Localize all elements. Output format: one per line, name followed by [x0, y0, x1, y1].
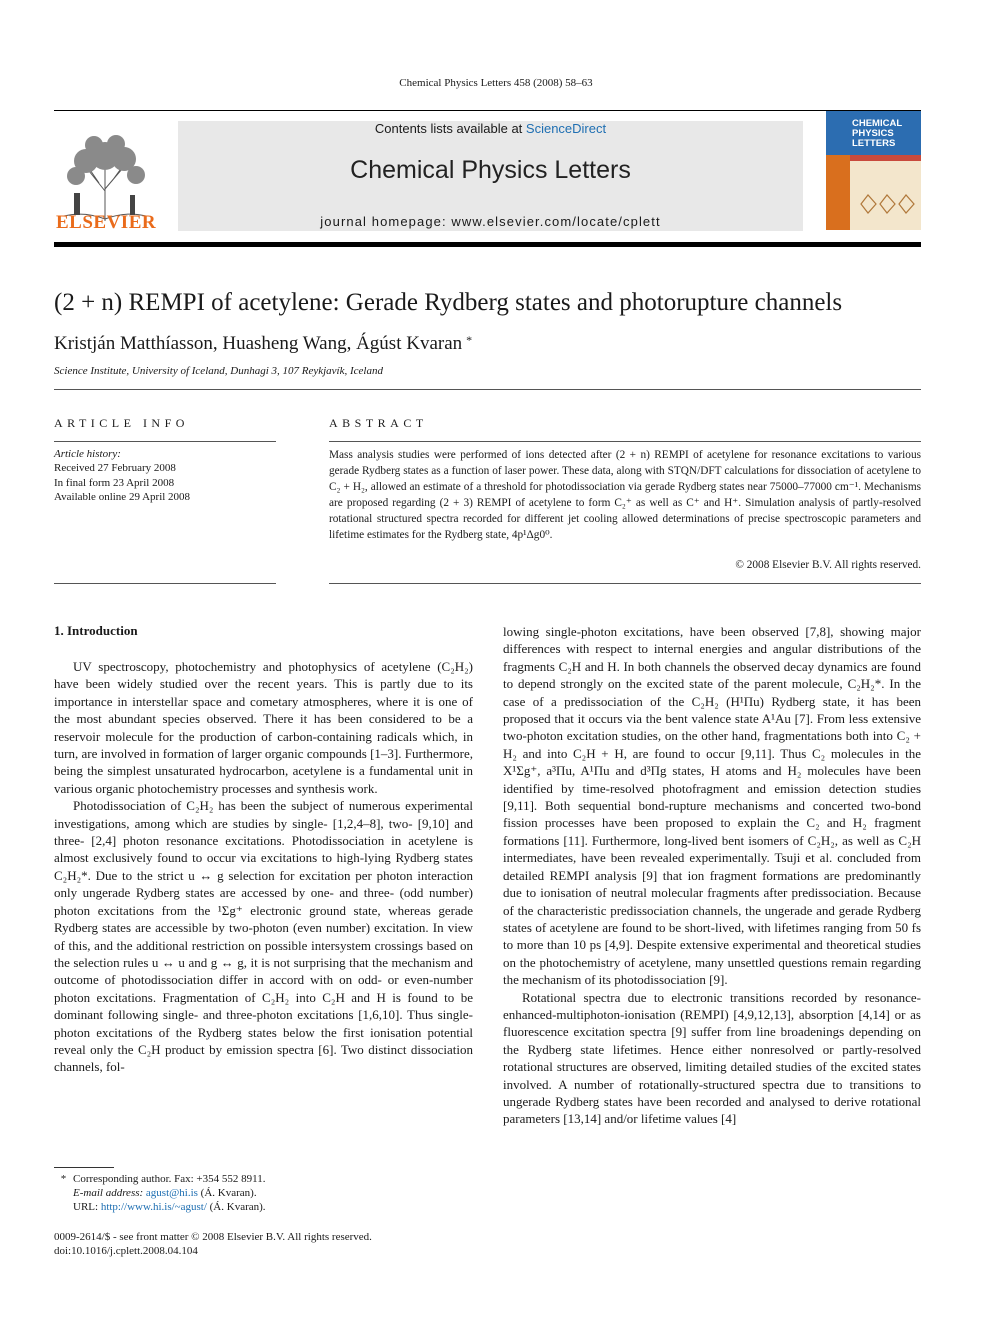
header-top-rule	[54, 110, 921, 111]
article-identifiers	[54, 1230, 372, 1258]
doi-line[interactable]: doi:10.1016/j.cplett.2008.04.104	[54, 1245, 198, 1258]
email-suffix: (Á. Kvaran).	[197, 1187, 257, 1200]
article-authors	[54, 333, 472, 355]
divider-abstract-bottom	[329, 583, 921, 584]
homepage-link[interactable]: http://www.hi.is/~agust/	[100, 1201, 207, 1214]
paragraph: Rotational spectra due to electronic transitions recorded by resonance-enhanced-multiphoton-ionisation (REMPI) [4,9,12,13], absorption [4,14] or as fluorescence excitation spectra [9] suffer from line broadenings depending on the Rydberg state lifetimes. Hence either nonresolved or partly-resolved rotational structures are observed, limiting detailed studies of the excited states involved. A number of rotationally-structured spectra due to transitions to ungerade Rydberg states have been recorded and analysed to derive rotational parameters [13,14] and/or lifetime values [4]	[503, 989, 921, 1127]
paragraph: UV spectroscopy, photochemistry and photophysics of acetylene (C₂H₂) have been widely studied over the recent years. This is partly due to its importance in interstellar space and cometary atmospheres, where it is one of the most abundant species observed. There it has been considered to be a reservoir molecule for the production of carbon-containing radicals which, in turn, are involved in formation of larger organic compounds [1–3]. Furthermore, being the simplest unsaturated hydrocarbon, acetylene is a fundamental unit in various organic photochemistry processes and synthesis work.	[54, 659, 473, 796]
author-affiliation: Science Institute, University of Iceland, Dunhagi 3, 107 Reykjavík, Iceland	[54, 365, 383, 377]
history-revised: In final form 23 April 2008	[54, 476, 175, 489]
publisher-wordmark: ELSEVIER	[56, 212, 157, 233]
issn-line: 0009-2614/$ - see front matter © 2008 Elsevier B.V. All rights reserved.	[54, 1231, 372, 1243]
footnote-rule	[54, 1167, 114, 1168]
paragraph: Photodissociation of C₂H₂ has been the subject of numerous experimental investigations, among which are studies by single- [1,2,4–8], two- [9,10] and three- [2,4] photon resonance excitations. Photodissociation in acetylene is almost exclusively found to occur via excitations to high-lying Rydberg states C₂H₂*. Due to the strict u ↔ g selection for excitation per photon interaction only ungerade Rydberg states are accessed by one- and three- (odd number) photon excitations from the ¹Σg⁺ electronic ground state, whereas gerade Rydberg states are accessible by two-photon (even number) excitation. In view of this, and the additional restriction on possible intersystem crossings based on the selection rules u ↔ u and g ↔ g, it is not surprising that the mechanism and outcome of photodissociation differ in accord with on odd- or even-number photon excitations. Fragmentation of C₂H₂ into C₂H and H is found to be dominant following single- and three-photon excitations [1,6,10]. Thus single-photon excitations of the Rydberg states below the first ionisation potential reveal only the C₂H product by emission spectra [6]. Two distinct dissociation channels, fol-	[54, 798, 473, 1075]
corresponding-author-footnote: * Corresponding author. Fax: +354 552 8911. E-mail address: agust@hi.is (Á. Kvaran). URL: http://www.hi.is/~agust/ (Á. Kvaran).	[60, 1173, 266, 1214]
history-received: Received 27 February 2008	[54, 462, 176, 475]
author-list: Kristján Matthíasson, Huasheng Wang, Ágúst Kvaran	[54, 333, 463, 354]
article-info-heading: ARTICLE INFO	[54, 416, 189, 430]
url-label: URL:	[73, 1201, 101, 1214]
divider-abstract	[329, 441, 921, 442]
divider-top	[54, 389, 921, 390]
footnote-fax: Corresponding author. Fax: +354 552 8911.	[73, 1173, 266, 1185]
abstract-heading: ABSTRACT	[329, 416, 428, 430]
cover-line-3: LETTERS	[852, 138, 896, 149]
journal-cover-image	[826, 111, 921, 230]
contents-prefix: Contents lists available at	[374, 121, 526, 136]
section-heading-introduction: 1. Introduction	[54, 623, 138, 638]
history-label: Article history:	[54, 448, 121, 460]
cover-orange-band	[826, 155, 850, 230]
email-link[interactable]: agust@hi.is	[145, 1187, 198, 1200]
article-title: (2 + n) REMPI of acetylene: Gerade Rydberg states and photorupture channels	[54, 289, 843, 316]
paragraph: lowing single-photon excitations, have been observed [7,8], showing major differences with respect to internal energies and angular distributions of the fragments C₂H and H. In both channels the observed decay dynamics are found to depend strongly on the excited state of the parent molecule, C₂H₂*. In the case of a predissociation of the C₂H₂ (H¹Πu) Rydberg state, it has been proposed that it occurs via the bent valence state A¹Au [7]. From less extensive two-photon excitation studies, on the other hand, fragmentations both into C₂ + H₂ and into C₂H + H, are found to occur [9,11]. Thus C₂ molecules in the X¹Σg⁺, a³Πu, A¹Πu and d³Πg states, H atoms and H₂ molecules have been identified by time-resolved photofragment and emission detection studies [9,11]. Both sequential bond-rupture mechanisms and concerted two-bond fission processes have been proposed to explain the C₂ and H₂ fragment formations [11]. Furthermore, long-lived bent isomers of C₂H₂, as well as C₂H intermediates, have been revealed experimentally. Tsuji et al. concluded from detailed REMPI analysis [9] that ion fragment formations are predominantly due to ionisation of neutral molecular fragments after predissociation. Because of the characteristic predissociation channels, the ungerade and gerade Rydberg states of acetylene are found to be short-lived, with lifetimes ranging from 50 fs to more than 10 ps [4,9]. Despite extensive experimental and theoretical studies on the photochemistry of acetylene, many unsettled questions remain regarding the mechanism of its photodissociation [9].	[503, 624, 921, 988]
cover-red-strip	[850, 155, 921, 161]
body-column-right	[503, 623, 921, 1128]
cover-molecule-icon	[856, 189, 916, 219]
journal-homepage[interactable]: journal homepage: www.elsevier.com/locate/cplett	[320, 214, 661, 229]
contents-line	[178, 121, 803, 136]
article-history	[54, 447, 276, 504]
corresponding-author-mark[interactable]: *	[466, 333, 473, 347]
history-online: Available online 29 April 2008	[54, 490, 191, 503]
journal-title: Chemical Physics Letters	[350, 156, 631, 184]
abstract-copyright: © 2008 Elsevier B.V. All rights reserved.	[735, 559, 921, 571]
header-bottom-rule	[54, 242, 921, 247]
cover-title	[852, 119, 902, 149]
body-column-left	[54, 658, 473, 1076]
email-label: E-mail address:	[73, 1187, 146, 1200]
abstract-text: Mass analysis studies were performed of ions detected after (2 + n) REMPI of acetylene for resonance excitations to various gerade Rydberg states as a function of laser power. These data, along with STQN/DFT calculations for dissociation of acetylene to C₂ + H₂, allowed an estimate of a threshold for photodissociation via gerade Rydberg states near 75000–77000 cm⁻¹. Mechanisms are proposed regarding (2 + 3) REMPI of acetylene to form C₂⁺ as well as C⁺ and H⁺. Simulation analysis of partly-resolved rotational structured spectra recorded for different jet cooling allowed determinations of precise spectroscopic parameters and lifetime estimates for the Rydberg state, 4p¹Δg0⁰.	[329, 449, 921, 541]
running-head: Chemical Physics Letters 458 (2008) 58–63	[399, 77, 593, 89]
url-suffix: (Á. Kvaran).	[206, 1201, 266, 1214]
cover-line-1: CHEMICAL	[852, 118, 903, 129]
divider-info-bottom	[54, 583, 276, 584]
cover-line-2: PHYSICS	[852, 128, 894, 139]
sciencedirect-link[interactable]: ScienceDirect	[525, 121, 607, 136]
divider-info	[54, 441, 276, 442]
